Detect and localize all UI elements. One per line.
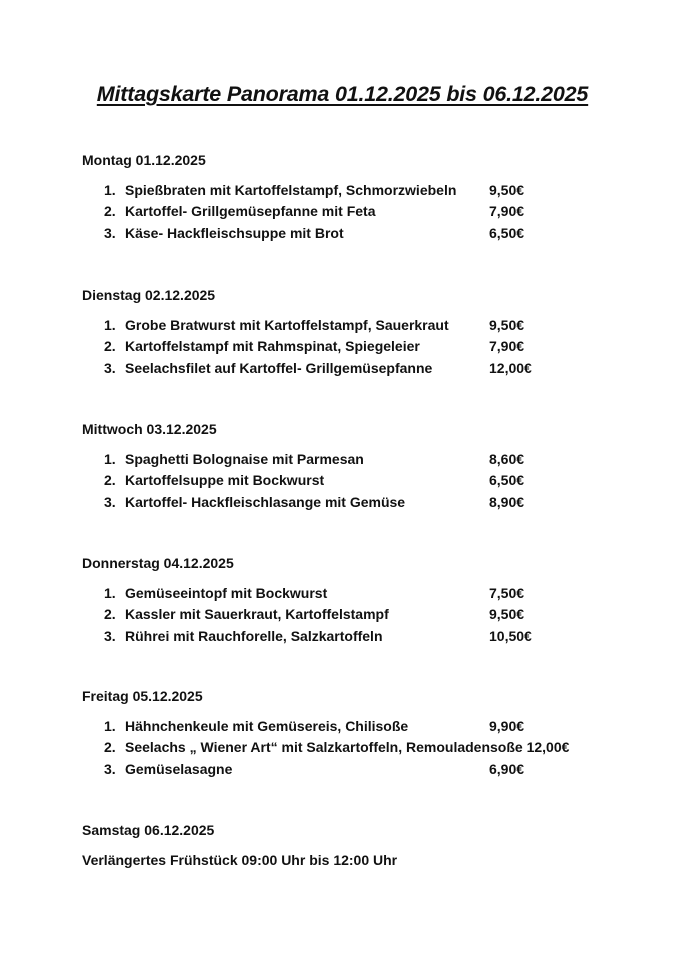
item-price: 10,50€	[489, 627, 532, 644]
item-number: 2.	[104, 606, 116, 623]
item-number: 3.	[104, 627, 116, 644]
item-price: 7,90€	[489, 338, 525, 355]
menu-item	[104, 225, 564, 246]
item-price: 6,50€	[489, 472, 525, 489]
item-number: 3.	[104, 224, 116, 241]
menu-item	[104, 472, 564, 493]
day-heading-tuesday: Dienstag 02.12.2025	[82, 287, 216, 303]
item-name: Kartoffel- Grillgemüsepfanne mit Feta	[125, 203, 376, 220]
item-name: Seelachs „ Wiener Art“ mit Salzkartoffeln, Remouladensoße 12,00€	[125, 739, 570, 756]
menu-item	[104, 451, 564, 472]
day-heading-friday: Freitag 05.12.2025	[82, 688, 203, 704]
menu-item	[104, 628, 564, 649]
item-price: 7,50€	[489, 585, 525, 601]
item-price: 6,90€	[489, 760, 525, 777]
menu-item	[104, 494, 564, 515]
item-number: 3.	[104, 760, 116, 777]
menu-item	[104, 203, 564, 224]
item-price: 9,90€	[489, 718, 525, 734]
day-heading-monday: Montag 01.12.2025	[82, 152, 206, 168]
menu-list-friday	[104, 718, 570, 782]
item-price: 9,50€	[489, 606, 525, 623]
item-name: Käse- Hackfleischsuppe mit Brot	[125, 224, 344, 241]
day-heading-wednesday: Mittwoch 03.12.2025	[82, 421, 217, 437]
item-number: 2.	[104, 338, 116, 355]
item-name: Gemüseeintopf mit Bockwurst	[125, 585, 328, 601]
item-name: Kassler mit Sauerkraut, Kartoffelstampf	[125, 606, 389, 623]
menu-item	[104, 182, 564, 203]
menu-title: Mittagskarte Panorama 01.12.2025 bis 06.12.2025	[96, 82, 589, 106]
item-price: 12,00€	[489, 359, 532, 376]
saturday-note: Verlängertes Frühstück 09:00 Uhr bis 12:00 Uhr	[82, 852, 398, 868]
item-name: Hähnchenkeule mit Gemüsereis, Chilisoße	[125, 718, 409, 734]
menu-item	[104, 338, 564, 359]
item-price: 9,50€	[489, 317, 525, 333]
item-price: 7,90€	[489, 203, 525, 220]
item-name: Rührei mit Rauchforelle, Salzkartoffeln	[125, 627, 383, 644]
item-name: Kartoffelsuppe mit Bockwurst	[125, 472, 325, 489]
menu-item	[104, 718, 564, 739]
menu-item	[104, 739, 570, 760]
item-number: 2.	[104, 203, 116, 220]
item-number: 2.	[104, 739, 116, 756]
day-heading-thursday: Donnerstag 04.12.2025	[82, 555, 234, 571]
menu-list-thursday	[104, 585, 564, 649]
item-name: Kartoffel- Hackfleischlasange mit Gemüse	[125, 493, 406, 510]
item-number: 1.	[104, 718, 116, 734]
item-name: Spießbraten mit Kartoffelstampf, Schmorzwiebeln	[125, 182, 457, 198]
item-price: 8,90€	[489, 493, 525, 510]
item-number: 1.	[104, 317, 116, 333]
menu-list-monday	[104, 182, 564, 246]
menu-item	[104, 317, 564, 338]
menu-item	[104, 761, 564, 782]
item-name: Seelachsfilet auf Kartoffel- Grillgemüsepfanne	[125, 359, 433, 376]
menu-item	[104, 585, 564, 606]
item-price: 6,50€	[489, 224, 525, 241]
item-name: Gemüselasagne	[125, 760, 233, 777]
item-number: 1.	[104, 585, 116, 601]
item-name: Kartoffelstampf mit Rahmspinat, Spiegeleier	[125, 338, 420, 355]
item-number: 1.	[104, 451, 116, 467]
menu-item	[104, 360, 564, 381]
item-number: 1.	[104, 182, 116, 198]
item-name: Grobe Bratwurst mit Kartoffelstampf, Sauerkraut	[125, 317, 449, 333]
menu-list-tuesday	[104, 317, 564, 381]
item-price: 8,60€	[489, 451, 525, 467]
item-price: 9,50€	[489, 182, 525, 198]
item-number: 2.	[104, 472, 116, 489]
item-number: 3.	[104, 359, 116, 376]
item-number: 3.	[104, 493, 116, 510]
item-name: Spaghetti Bolognaise mit Parmesan	[125, 451, 364, 467]
menu-item	[104, 606, 564, 627]
day-heading-saturday: Samstag 06.12.2025	[82, 822, 215, 838]
menu-list-wednesday	[104, 451, 564, 515]
